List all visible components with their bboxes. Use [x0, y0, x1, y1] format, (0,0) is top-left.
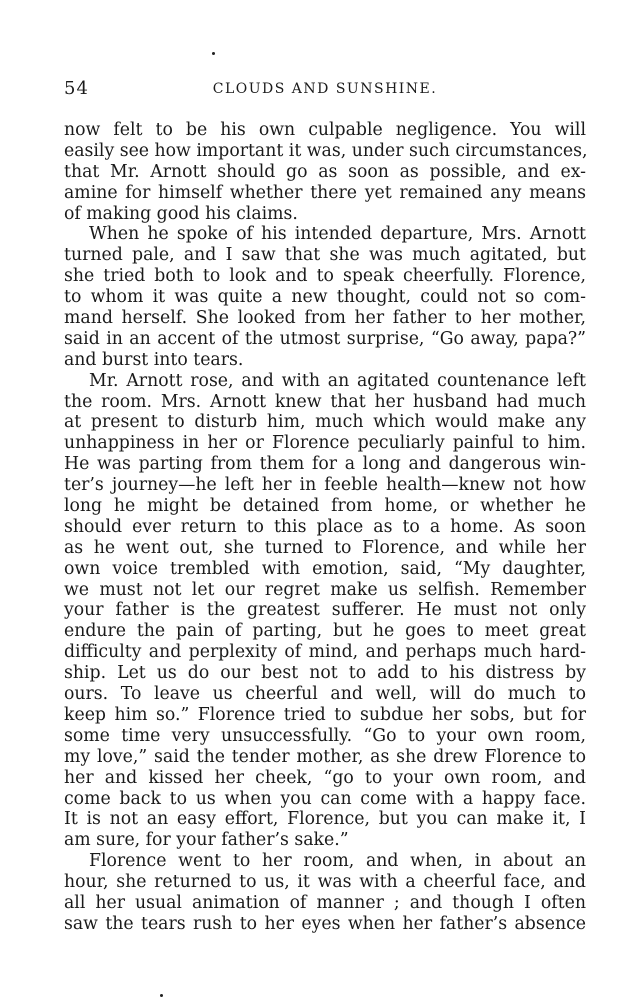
- text-line: turned pale, and I saw that she was much agitated, but: [64, 245, 586, 266]
- paragraph: [64, 371, 586, 851]
- text-line: hour, she returned to us, it was with a cheerful face, and: [64, 872, 586, 893]
- text-line: at present to disturb him, much which would make any: [64, 412, 586, 433]
- text-line: ship. Let us do our best not to add to his distress by: [64, 663, 586, 684]
- text-line: endure the pain of parting, but he goes to meet great: [64, 621, 586, 642]
- text-line: unhappiness in her or Florence peculiarly painful to him.: [64, 433, 586, 454]
- text-line: easily see how important it was, under such circumstances,: [64, 140, 588, 161]
- text-line: should ever return to this place as to a home. As soon: [64, 516, 586, 537]
- text-line: to whom it was quite a new thought, could not so com-: [64, 287, 586, 308]
- text-line: my love,” said the tender mother, as she drew Florence to: [64, 746, 586, 767]
- text-line: saw the tears rush to her eyes when her father’s absence: [64, 913, 586, 934]
- text-line: am sure, for your father’s sake.”: [64, 830, 349, 851]
- paragraph: [64, 120, 586, 224]
- text-line: her and kissed her cheek, “go to your own room, and: [64, 767, 586, 788]
- page-number: 54: [64, 78, 89, 99]
- text-line: It is not an easy effort, Florence, but you can make it, I: [64, 809, 586, 830]
- body-text: [64, 120, 586, 935]
- text-line: that Mr. Arnott should go as soon as possible, and ex-: [64, 161, 586, 182]
- ink-speck: [160, 994, 163, 997]
- text-line: amine for himself whether there yet remained any means: [64, 182, 586, 203]
- paragraph: [64, 851, 586, 935]
- text-line: own voice trembled with emotion, said, “My daughter,: [64, 558, 586, 579]
- text-line: When he spoke of his intended departure, Mrs. Arnott: [89, 224, 586, 245]
- text-line: ours. To leave us cheerful and well, will do much to: [64, 684, 586, 705]
- text-line: and burst into tears.: [64, 349, 244, 370]
- text-line: the room. Mrs. Arnott knew that her husband had much: [64, 391, 586, 412]
- text-line: Florence went to her room, and when, in about an: [89, 851, 586, 872]
- text-line: keep him so.” Florence tried to subdue her sobs, but for: [64, 704, 586, 725]
- text-line: of making good his claims.: [64, 203, 298, 224]
- text-line: we must not let our regret make us selfish. Remember: [64, 579, 586, 600]
- text-line: mand herself. She looked from her father to her mother,: [64, 308, 586, 329]
- text-line: ter’s journey—he left her in feeble health—knew not how: [64, 475, 586, 496]
- text-line: as he went out, she turned to Florence, and while her: [64, 537, 586, 558]
- text-line: your father is the greatest sufferer. He must not only: [64, 600, 586, 621]
- text-line: long he might be detained from home, or whether he: [64, 496, 586, 517]
- ink-speck: [212, 52, 215, 55]
- page-header: [64, 78, 586, 102]
- text-line: now felt to be his own culpable negligence. You will: [64, 120, 586, 140]
- text-line: all her usual animation of manner ; and though I often: [64, 892, 586, 913]
- text-line: difficulty and perplexity of mind, and perhaps much hard-: [64, 642, 586, 663]
- text-line: He was parting from them for a long and dangerous win-: [64, 454, 586, 475]
- text-line: come back to us when you can come with a happy face.: [64, 788, 586, 809]
- paragraph: [64, 224, 586, 370]
- text-line: some time very unsuccessfully. “Go to your own room,: [64, 725, 586, 746]
- text-line: she tried both to look and to speak cheerfully. Florence,: [64, 266, 586, 287]
- text-line: said in an accent of the utmost surprise, “Go away, papa?”: [64, 328, 586, 349]
- running-head: CLOUDS AND SUNSHINE.: [212, 81, 438, 97]
- text-line: Mr. Arnott rose, and with an agitated countenance left: [89, 370, 586, 391]
